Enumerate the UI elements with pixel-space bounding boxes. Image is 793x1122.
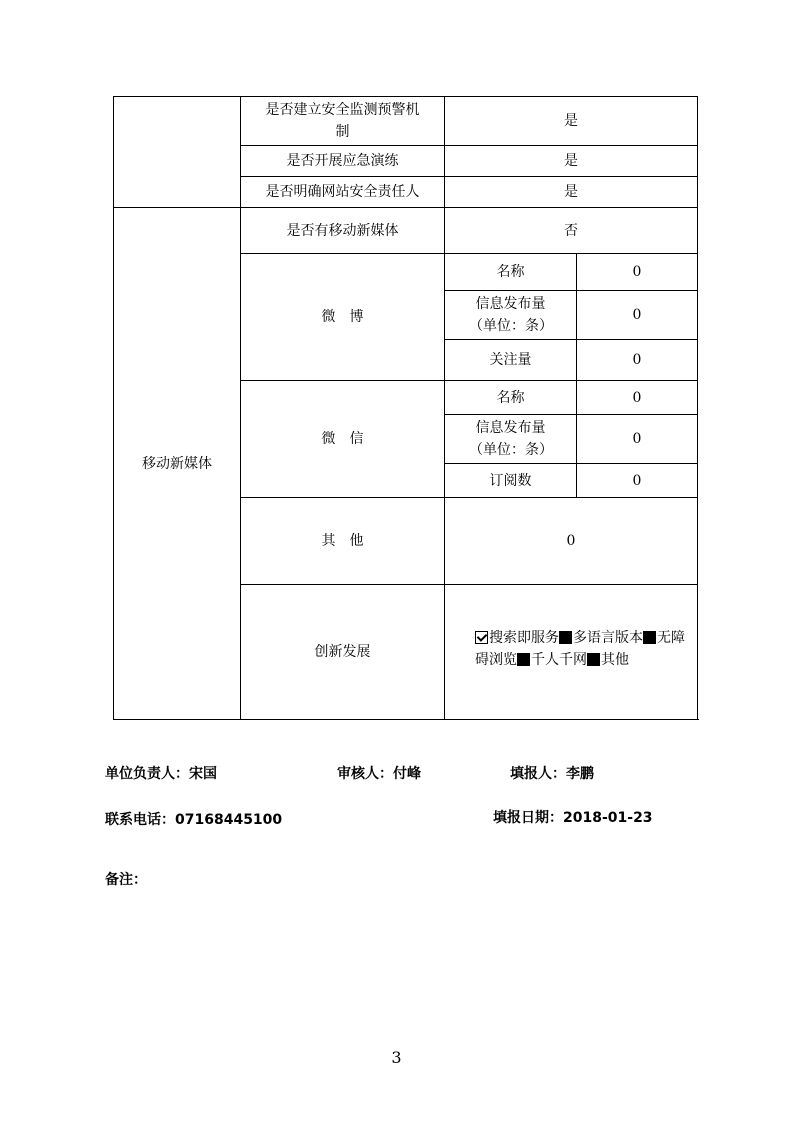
wechat-label: 微 信 [241,381,445,498]
wechat-posts-label: 信息发布量（单位：条） [445,415,577,464]
contact-phone: 联系电话：07168445100 [105,812,283,828]
reviewer: 审核人：付峰 [337,766,421,782]
weibo-posts-value: 0 [577,291,698,340]
other-media-value: 0 [445,498,698,585]
checkbox-icon[interactable] [643,631,656,644]
weibo-name-value: 0 [577,254,698,291]
option-other: 其他 [601,652,629,668]
weibo-name-label: 名称 [445,254,577,291]
checkbox-checked-icon[interactable] [475,631,488,644]
report-table [113,96,698,720]
option-search-service: 搜索即服务 [489,630,559,646]
checkbox-icon[interactable] [587,653,600,666]
security-value-responsible: 是 [445,177,698,208]
weibo-followers-label: 关注量 [445,340,577,381]
checkbox-icon[interactable] [559,631,572,644]
security-label-drill: 是否开展应急演练 [241,146,445,177]
innovation-options [445,585,698,720]
wechat-name-label: 名称 [445,381,577,415]
option-accessibility: 无障碍浏览 [475,630,685,668]
unit-head: 单位负责人：宋国 [105,766,217,782]
wechat-subscribers-value: 0 [577,464,698,498]
checkbox-icon[interactable] [517,653,530,666]
security-value-drill: 是 [445,146,698,177]
security-value-monitoring: 是 [445,97,698,146]
security-label-responsible: 是否明确网站安全责任人 [241,177,445,208]
new-media-has-label: 是否有移动新媒体 [241,208,445,254]
wechat-name-value: 0 [577,381,698,415]
page-number: 3 [391,1048,402,1067]
weibo-label: 微 博 [241,254,445,381]
new-media-has-value: 否 [445,208,698,254]
security-category-cell [114,97,241,208]
weibo-followers-value: 0 [577,340,698,381]
wechat-posts-value: 0 [577,415,698,464]
remarks: 备注： [105,872,147,888]
security-label-monitoring: 是否建立安全监测预警机制 [241,97,445,146]
fill-date: 填报日期：2018-01-23 [493,810,653,826]
wechat-subscribers-label: 订阅数 [445,464,577,498]
option-personalized: 千人千网 [531,652,587,668]
new-media-category: 移动新媒体 [114,208,241,720]
other-media-label: 其 他 [241,498,445,585]
innovation-category: 创新发展 [241,585,445,720]
weibo-posts-label: 信息发布量（单位：条） [445,291,577,340]
filler: 填报人：李鹏 [510,766,594,782]
option-multilingual: 多语言版本 [573,630,643,646]
